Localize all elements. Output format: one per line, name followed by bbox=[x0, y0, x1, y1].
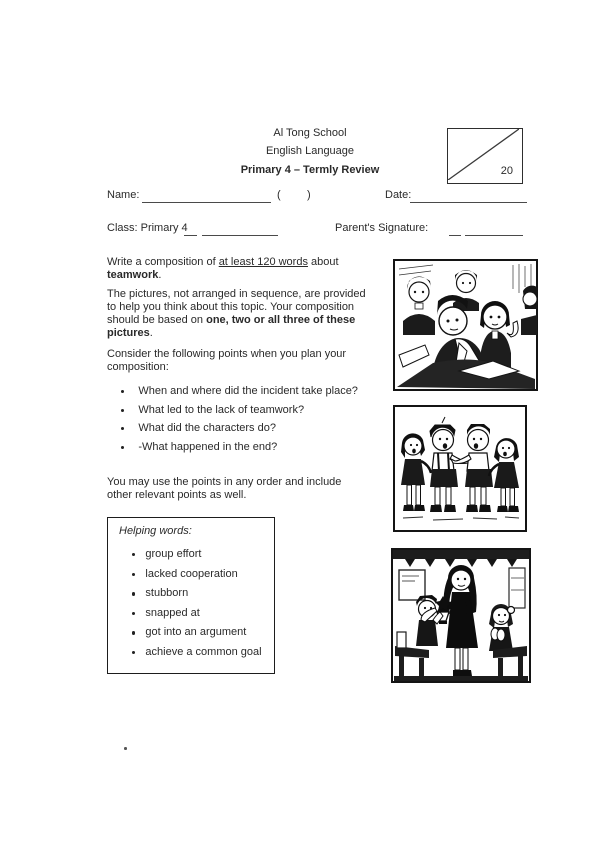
bullet-icon bbox=[121, 446, 124, 449]
register-paren-close: ) bbox=[307, 189, 311, 201]
parent-signature-line-short bbox=[449, 223, 461, 236]
list-item: achieve a common goal bbox=[132, 646, 262, 659]
parent-signature-line bbox=[465, 223, 523, 236]
date-label: Date: bbox=[385, 189, 412, 201]
bullet-icon bbox=[132, 592, 135, 595]
word-count-requirement: at least 120 words bbox=[218, 256, 308, 268]
register-paren-open: ( bbox=[277, 189, 281, 201]
date-field-line bbox=[410, 190, 527, 203]
bullet-icon bbox=[132, 573, 135, 576]
bullet-icon bbox=[121, 409, 124, 412]
class-field-line-short bbox=[184, 223, 197, 236]
scan-speck bbox=[124, 747, 127, 750]
list-item: stubborn bbox=[132, 587, 262, 600]
task-paragraph: Write a composition of at least 120 words about teamwork. bbox=[107, 256, 339, 281]
score-total: 20 bbox=[500, 165, 513, 177]
helping-words-list bbox=[132, 548, 262, 666]
pictures-instruction-paragraph: The pictures, not arranged in sequence, are provided to help you think about this topic. Your composition should be based on one, two or all three of these pictures. bbox=[107, 288, 366, 339]
list-item: -What happened in the end? bbox=[121, 441, 391, 454]
bullet-icon bbox=[132, 612, 135, 615]
list-item: lacked cooperation bbox=[132, 568, 262, 581]
bullet-icon bbox=[121, 390, 124, 393]
class-field-line bbox=[202, 223, 278, 236]
picture-3-teacher-award bbox=[391, 548, 531, 683]
list-item: snapped at bbox=[132, 607, 262, 620]
name-label: Name: bbox=[107, 189, 140, 201]
task-text: Write a composition of bbox=[107, 256, 219, 268]
list-item: got into an argument bbox=[132, 626, 262, 639]
consider-points-paragraph: Consider the following points when you plan your composition: bbox=[107, 348, 347, 373]
list-item: When and where did the incident take place? bbox=[121, 385, 391, 398]
school-name: Al Tong School bbox=[273, 127, 347, 139]
bullet-icon bbox=[132, 631, 135, 634]
parent-signature-label: Parent's Signature: bbox=[335, 222, 429, 234]
bullet-icon bbox=[121, 427, 124, 430]
list-item: What did the characters do? bbox=[121, 422, 391, 435]
any-order-paragraph: You may use the points in any order and include other relevant points as well. bbox=[107, 476, 342, 501]
helping-words-box bbox=[107, 517, 275, 674]
list-item: group effort bbox=[132, 548, 262, 561]
planning-points-list bbox=[121, 385, 391, 459]
paper-title: Primary 4 – Termly Review bbox=[240, 164, 380, 176]
bullet-icon bbox=[132, 553, 135, 556]
helping-words-title: Helping words: bbox=[119, 525, 192, 537]
list-item: What led to the lack of teamwork? bbox=[121, 404, 391, 417]
picture-1-classroom-teamwork bbox=[393, 259, 538, 391]
score-box bbox=[447, 128, 523, 184]
name-field-line bbox=[142, 190, 271, 203]
picture-2-children-arguing bbox=[393, 405, 527, 532]
subject-title: English Language bbox=[265, 145, 355, 157]
bullet-icon bbox=[132, 651, 135, 654]
class-label: Class: Primary 4 bbox=[107, 222, 188, 234]
topic-word: teamwork bbox=[107, 269, 159, 281]
